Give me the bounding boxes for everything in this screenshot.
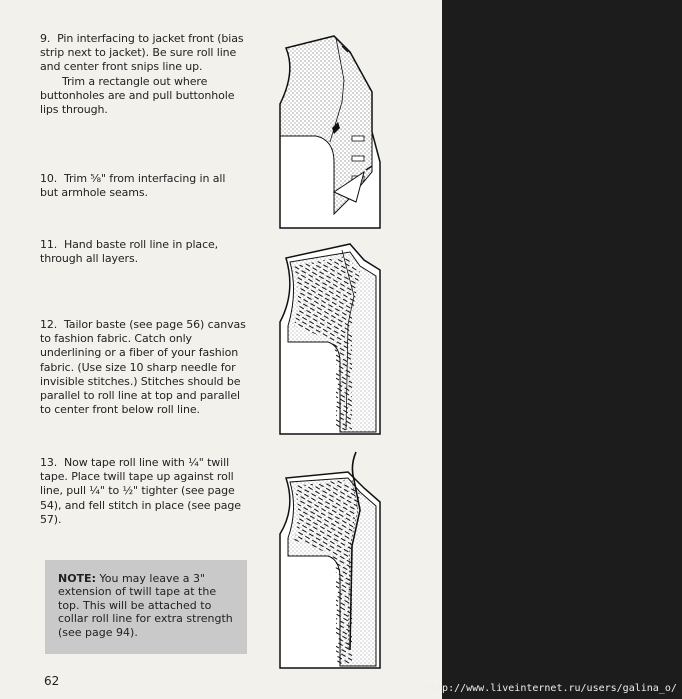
page-number: 62 xyxy=(44,674,60,688)
step-10-number: 10. xyxy=(40,172,58,185)
step-13 xyxy=(40,456,244,527)
step-9 xyxy=(40,32,255,117)
step-10-text: Trim ⅝" from interfacing in all but armhole seams. xyxy=(40,172,226,200)
step-11 xyxy=(40,238,222,266)
step-12-number: 12. xyxy=(40,318,58,331)
watermark-url: http://www.liveinternet.ru/users/galina_o/ xyxy=(424,683,677,694)
step-13-number: 13. xyxy=(40,456,58,469)
step-13-text: Now tape roll line with ¼" twill tape. Place twill tape up against roll line, pull ¼" to ½" tighter (see page 54), and fell stitch in place (see page 57). xyxy=(40,456,241,526)
note-text: You may leave a 3" extension of twill tape at the top. This will be attached to collar roll line for extra strength (see page 94). xyxy=(58,572,233,639)
step-10 xyxy=(40,172,245,200)
dark-background xyxy=(442,0,682,699)
note-label: NOTE: xyxy=(58,572,96,585)
taping-roll-line-illustration xyxy=(272,450,384,672)
step-11-text: Hand baste roll line in place, through all layers. xyxy=(40,238,219,266)
step-9-number: 9. xyxy=(40,32,51,45)
jacket-front-interfacing-illustration xyxy=(272,32,384,232)
step-9-indented-text: Trim a rectangle out where buttonholes are and pull buttonhole lips through. xyxy=(40,74,235,117)
step-9-text: Pin interfacing to jacket front (bias strip next to jacket). Be sure roll line and center front snips line up. xyxy=(40,32,244,74)
tailor-basting-illustration xyxy=(272,242,384,438)
step-12-text: Tailor baste (see page 56) canvas to fashion fabric. Catch only underlining or a fiber of your fashion fabric. (Use size 10 sharp needle for invisible stitches.) Stitches should be parallel to roll line at top and parallel to center front below roll line. xyxy=(40,318,246,417)
step-11-number: 11. xyxy=(40,238,58,251)
step-12 xyxy=(40,318,250,417)
note-box xyxy=(45,560,247,654)
